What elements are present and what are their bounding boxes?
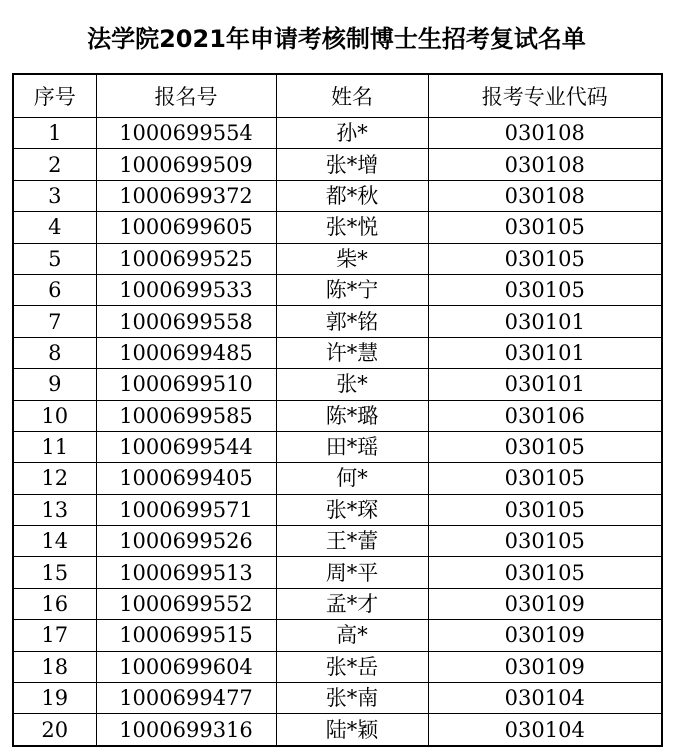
- cell-registration-no: 1000699513: [96, 557, 276, 588]
- cell-seq: 14: [13, 526, 96, 557]
- table-body: [13, 118, 662, 746]
- cell-major-code: 030104: [428, 683, 662, 714]
- cell-registration-no: 1000699405: [96, 463, 276, 494]
- cell-registration-no: 1000699526: [96, 526, 276, 557]
- cell-seq: 18: [13, 651, 96, 682]
- cell-name: 张*悦: [276, 212, 428, 243]
- table-row: [13, 431, 662, 462]
- cell-registration-no: 1000699510: [96, 369, 276, 400]
- table-header-row: [13, 74, 662, 118]
- header-registration-no: 报名号: [96, 74, 276, 118]
- cell-major-code: 030105: [428, 243, 662, 274]
- cell-registration-no: 1000699485: [96, 337, 276, 368]
- page-title: 法学院2021年申请考核制博士生招考复试名单: [87, 25, 586, 53]
- cell-major-code: 030105: [428, 557, 662, 588]
- cell-name: 都*秋: [276, 180, 428, 211]
- cell-seq: 17: [13, 620, 96, 651]
- cell-name: 孟*才: [276, 588, 428, 619]
- table-row: [13, 118, 662, 149]
- cell-registration-no: 1000699558: [96, 306, 276, 337]
- table-row: [13, 526, 662, 557]
- table-row: [13, 337, 662, 368]
- table-row: [13, 683, 662, 714]
- cell-name: 张*: [276, 369, 428, 400]
- cell-name: 张*南: [276, 683, 428, 714]
- table-row: [13, 243, 662, 274]
- cell-registration-no: 1000699571: [96, 494, 276, 525]
- cell-seq: 13: [13, 494, 96, 525]
- table-row: [13, 463, 662, 494]
- cell-major-code: 030109: [428, 620, 662, 651]
- cell-registration-no: 1000699604: [96, 651, 276, 682]
- table-row: [13, 274, 662, 305]
- cell-registration-no: 1000699525: [96, 243, 276, 274]
- table-row: [13, 494, 662, 525]
- cell-major-code: 030105: [428, 494, 662, 525]
- cell-seq: 2: [13, 149, 96, 180]
- cell-name: 陈*璐: [276, 400, 428, 431]
- cell-seq: 5: [13, 243, 96, 274]
- cell-name: 陈*宁: [276, 274, 428, 305]
- cell-seq: 9: [13, 369, 96, 400]
- cell-major-code: 030101: [428, 306, 662, 337]
- header-major-code: 报考专业代码: [428, 74, 662, 118]
- cell-registration-no: 1000699605: [96, 212, 276, 243]
- cell-major-code: 030108: [428, 118, 662, 149]
- cell-registration-no: 1000699544: [96, 431, 276, 462]
- cell-name: 王*蕾: [276, 526, 428, 557]
- cell-seq: 10: [13, 400, 96, 431]
- candidate-table: [12, 73, 663, 747]
- cell-registration-no: 1000699554: [96, 118, 276, 149]
- table-row: [13, 620, 662, 651]
- cell-registration-no: 1000699552: [96, 588, 276, 619]
- table-row: [13, 400, 662, 431]
- cell-name: 张*岳: [276, 651, 428, 682]
- table-row: [13, 588, 662, 619]
- cell-major-code: 030108: [428, 149, 662, 180]
- cell-seq: 15: [13, 557, 96, 588]
- cell-name: 周*平: [276, 557, 428, 588]
- cell-registration-no: 1000699509: [96, 149, 276, 180]
- cell-name: 陆*颖: [276, 714, 428, 746]
- table-row: [13, 369, 662, 400]
- cell-name: 柴*: [276, 243, 428, 274]
- cell-name: 张*琛: [276, 494, 428, 525]
- cell-seq: 6: [13, 274, 96, 305]
- cell-seq: 11: [13, 431, 96, 462]
- cell-seq: 1: [13, 118, 96, 149]
- cell-major-code: 030109: [428, 651, 662, 682]
- cell-major-code: 030105: [428, 463, 662, 494]
- cell-major-code: 030101: [428, 337, 662, 368]
- cell-seq: 19: [13, 683, 96, 714]
- table-row: [13, 714, 662, 746]
- cell-major-code: 030105: [428, 212, 662, 243]
- cell-seq: 4: [13, 212, 96, 243]
- cell-major-code: 030108: [428, 180, 662, 211]
- cell-registration-no: 1000699585: [96, 400, 276, 431]
- cell-registration-no: 1000699515: [96, 620, 276, 651]
- cell-seq: 3: [13, 180, 96, 211]
- cell-major-code: 030101: [428, 369, 662, 400]
- header-seq: 序号: [13, 74, 96, 118]
- cell-major-code: 030105: [428, 526, 662, 557]
- cell-name: 高*: [276, 620, 428, 651]
- cell-name: 何*: [276, 463, 428, 494]
- cell-registration-no: 1000699533: [96, 274, 276, 305]
- cell-seq: 12: [13, 463, 96, 494]
- table-row: [13, 149, 662, 180]
- cell-seq: 8: [13, 337, 96, 368]
- cell-major-code: 030106: [428, 400, 662, 431]
- header-name: 姓名: [276, 74, 428, 118]
- cell-name: 许*慧: [276, 337, 428, 368]
- cell-registration-no: 1000699477: [96, 683, 276, 714]
- table-row: [13, 212, 662, 243]
- cell-major-code: 030104: [428, 714, 662, 746]
- cell-major-code: 030105: [428, 274, 662, 305]
- cell-registration-no: 1000699316: [96, 714, 276, 746]
- cell-seq: 20: [13, 714, 96, 746]
- cell-name: 田*瑶: [276, 431, 428, 462]
- cell-seq: 16: [13, 588, 96, 619]
- table-row: [13, 180, 662, 211]
- cell-name: 孙*: [276, 118, 428, 149]
- cell-seq: 7: [13, 306, 96, 337]
- cell-name: 张*增: [276, 149, 428, 180]
- cell-major-code: 030105: [428, 431, 662, 462]
- cell-major-code: 030109: [428, 588, 662, 619]
- table-row: [13, 557, 662, 588]
- cell-registration-no: 1000699372: [96, 180, 276, 211]
- table-row: [13, 306, 662, 337]
- cell-name: 郭*铭: [276, 306, 428, 337]
- table-row: [13, 651, 662, 682]
